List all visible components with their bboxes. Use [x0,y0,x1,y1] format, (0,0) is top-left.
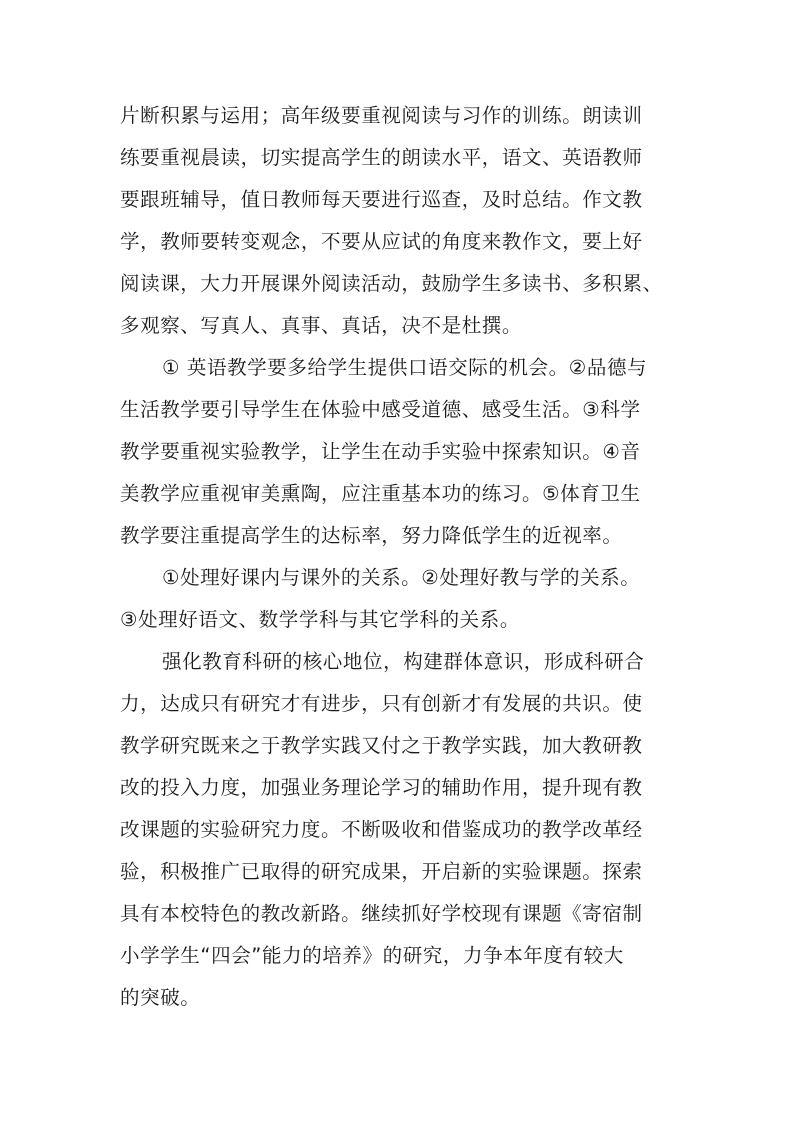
text-line: 小学学生“四会”能力的培养》的研究，力争本年度有较大 [120,944,624,967]
text-line: 美教学应重视审美熏陶，应注重基本功的练习。⑤体育卫生 [120,482,641,505]
text-line: 片断积累与运用；高年级要重视阅读与习作的训练。朗读训 [120,104,643,127]
text-line: 改课题的实验研究力度。不断吸收和借鉴成功的教学改革经 [120,818,643,841]
text-line: 多观察、写真人、真事、真话，决不是杜撰。 [120,314,523,337]
text-line: 强化教育科研的核心地位，构建群体意识，形成科研合 [162,650,645,673]
text-line: ①处理好课内与课外的关系。②处理好教与学的关系。 [162,566,641,589]
text-line: ③处理好语文、数学学科与其它学科的关系。 [120,608,520,631]
text-line: 验，积极推广已取得的研究成果，开启新的实验课题。探索 [120,860,643,883]
text-line: 学，教师要转变观念，不要从应试的角度来教作文，要上好 [120,230,643,253]
text-line: 练要重视晨读，切实提高学生的朗读水平，语文、英语教师 [120,146,643,169]
text-line: 力，达成只有研究才有进步，只有创新才有发展的共识。使 [120,692,643,715]
text-line: 阅读课，大力开展课外阅读活动，鼓励学生多读书、多积累、 [120,272,663,295]
text-line: 教学研究既来之于教学实践又付之于教学实践，加大教研教 [120,734,643,757]
text-line: ① 英语教学要多给学生提供口语交际的机会。②品德与 [162,356,648,379]
text-line: 具有本校特色的教改新路。继续抓好学校现有课题《寄宿制 [120,902,643,925]
text-line: 教学要注重提高学生的达标率，努力降低学生的近视率。 [120,524,623,547]
text-line: 的突破。 [120,986,201,1009]
text-line: 要跟班辅导，值日教师每天要进行巡查，及时总结。作文教 [120,188,643,211]
text-line: 生活教学要引导学生在体验中感受道德、感受生活。③科学 [120,398,641,421]
text-line: 改的投入力度，加强业务理论学习的辅助作用，提升现有教 [120,776,643,799]
text-line: 教学要重视实验教学，让学生在动手实验中探索知识。④音 [120,440,641,463]
